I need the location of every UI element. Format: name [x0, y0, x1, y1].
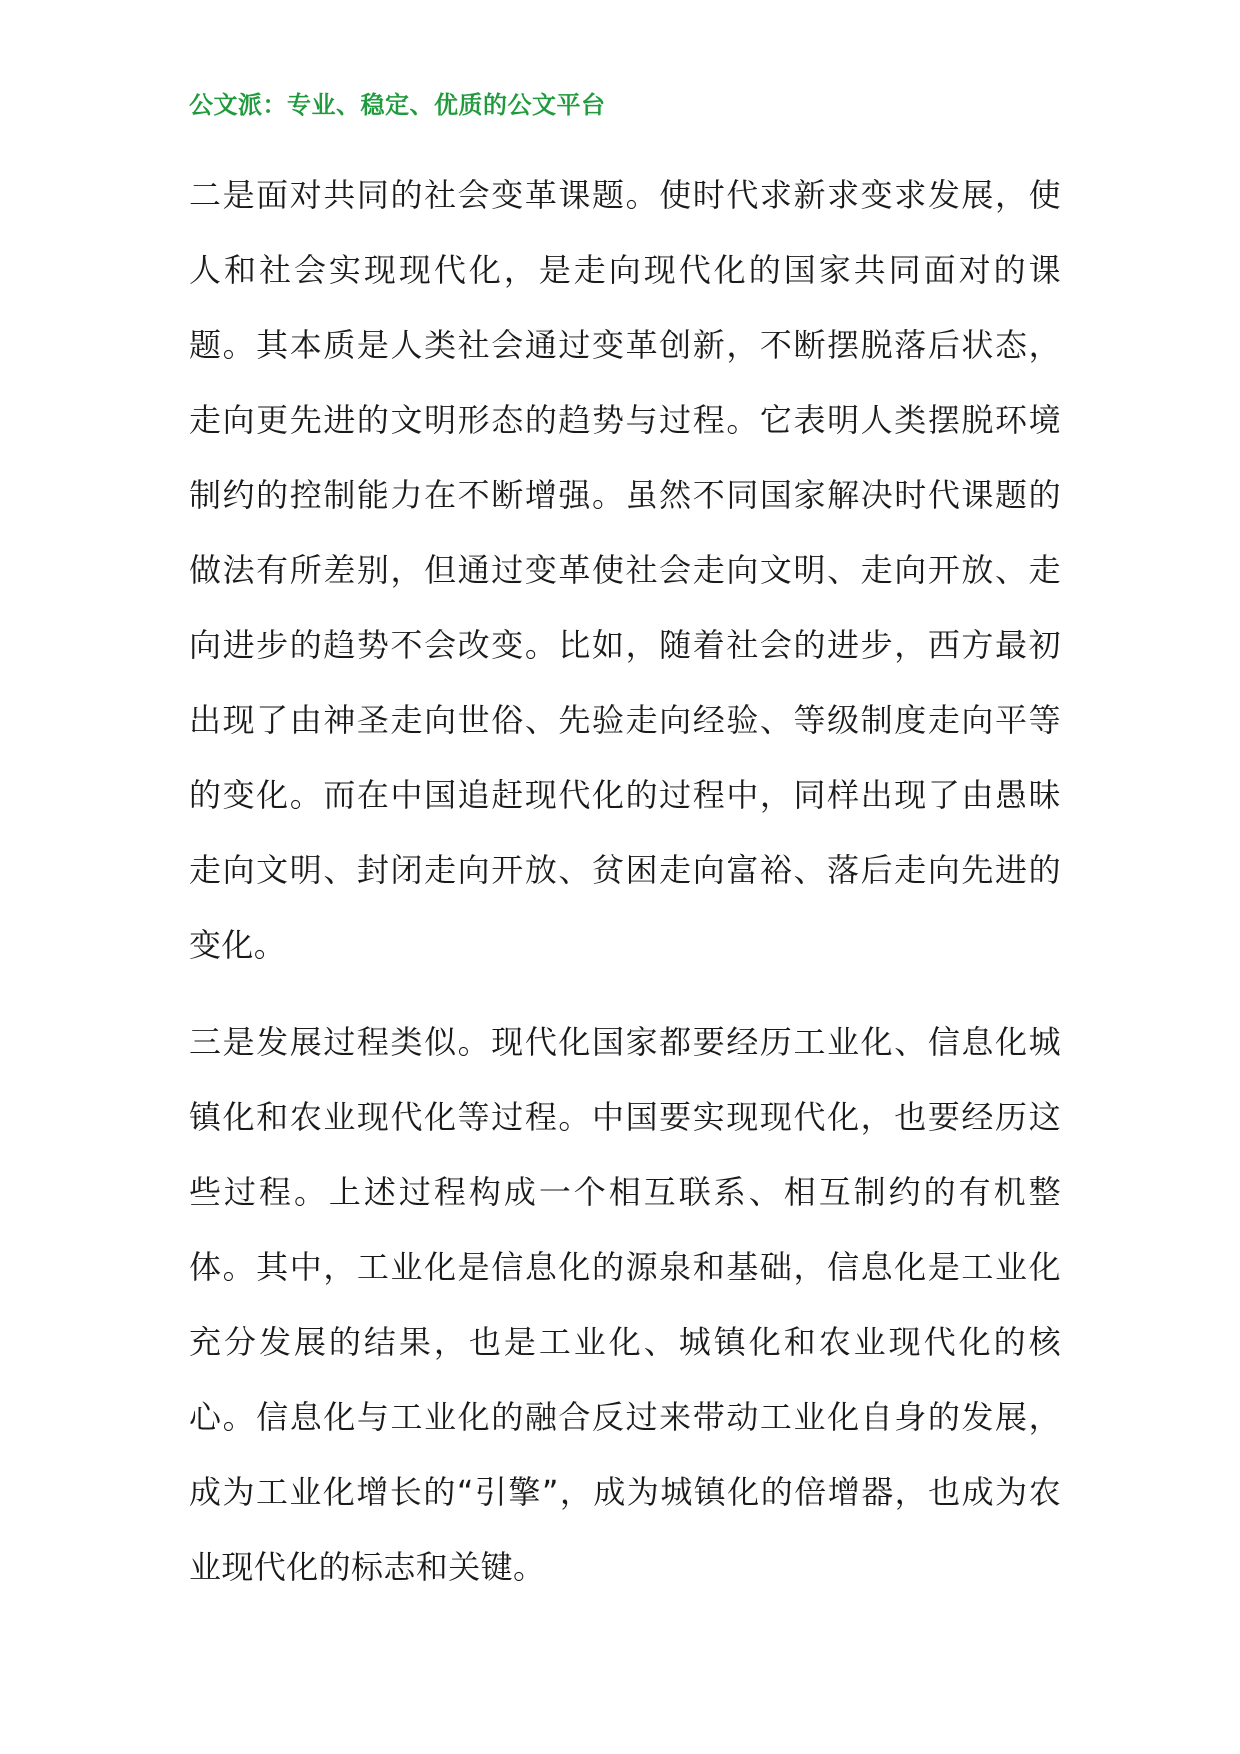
body-paragraph-1: 二是面对共同的社会变革课题。使时代求新求变求发展，使人和社会实现现代化，是走向现代化的国家共同面对的课题。其本质是人类社会通过变革创新，不断摆脱落后状态，走向更先进的文明形态的趋势与过程。它表明人类摆脱环境制约的控制能力在不断增强。虽然不同国家解决时代课题的做法有所差别，但通过变革使社会走向文明、走向开放、走向进步的趋势不会改变。比如，随着社会的进步，西方最初出现了由神圣走向世俗、先验走向经验、等级制度走向平等的变化。而在中国追赶现代化的过程中，同样出现了由愚昧走向文明、封闭走向开放、贫困走向富裕、落后走向先进的变化。: [189, 176, 1061, 964]
body-paragraph-2: 三是发展过程类似。现代化国家都要经历工业化、信息化城镇化和农业现代化等过程。中国要实现现代化，也要经历这些过程。上述过程构成一个相互联系、相互制约的有机整体。其中，工业化是信息化的源泉和基础，信息化是工业化充分发展的结果，也是工业化、城镇化和农业现代化的核心。信息化与工业化的融合反过来带动工业化自身的发展，成为工业化增长的“引擎”，成为城镇化的倍增器，也成为农业现代化的标志和关键。: [189, 1023, 1061, 1586]
header-slogan: 公文派：专业、稳定、优质的公文平台: [189, 91, 606, 119]
